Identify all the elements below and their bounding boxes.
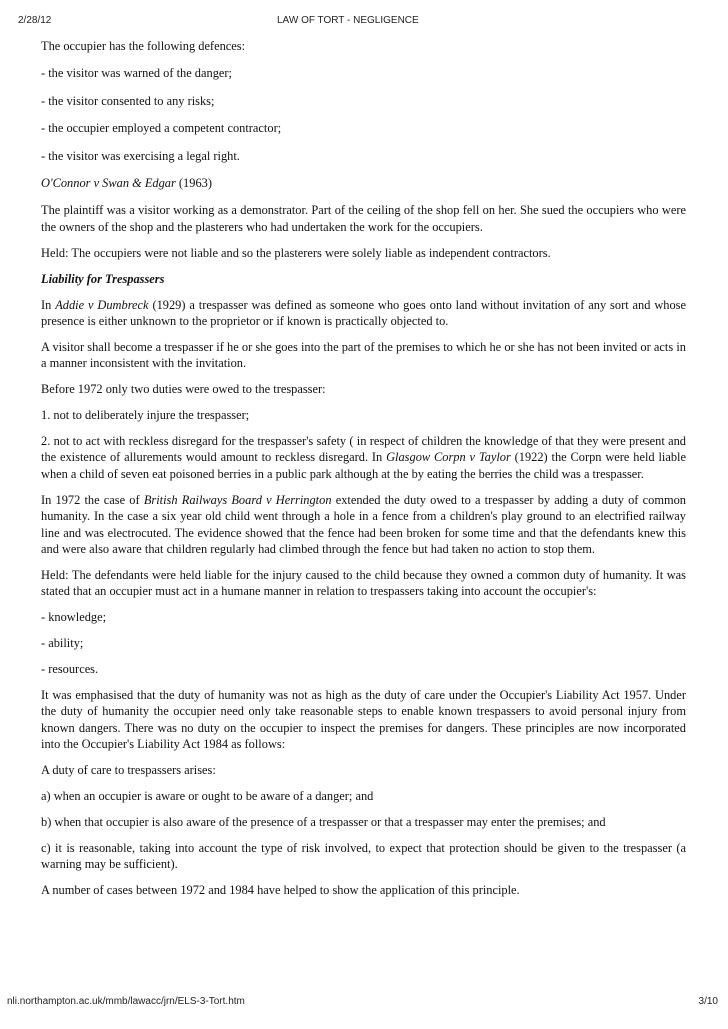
list-item: - resources. <box>41 661 99 676</box>
paragraph <box>41 297 686 330</box>
text-run: 2. not to act with reckless disregard for the trespasser's safety ( in respect of children the knowledge of that they were present and the existence of allurements would amount to reckless disregard. In <box>41 434 686 465</box>
text-run: (1922) the Corpn were held liable when a child of seven eat poisoned berries in a public park although at the by eating the berries the child was a trespasser. <box>41 450 686 481</box>
case-name: Glasgow Corpn v Taylor <box>386 450 511 465</box>
text-run: (1929) a trespasser was defined as someone who goes onto land without invitation of any sort and whose presence is either unknown to the proprietor or if known is practically objected to. <box>41 297 686 328</box>
section-heading-text: Liability for Trespassers <box>41 271 165 286</box>
list-item <box>41 433 686 482</box>
defence-item: - the occupier employed a competent contractor; <box>41 121 282 136</box>
list-item: - knowledge; <box>41 610 107 625</box>
paragraph <box>41 492 686 558</box>
paragraph: Held: The defendants were held liable for the injury caused to the child because they owned a common duty of humanity. It was stated that an occupier must act in a humane manner in relation to trespassers taking into account the occupier's: <box>41 567 686 599</box>
defence-item: - the visitor consented to any risks; <box>41 93 215 108</box>
paragraph: A duty of care to trespassers arises: <box>41 763 216 777</box>
print-date: 2/28/12 <box>18 15 52 26</box>
text-run: extended the duty owed to a trespasser by adding a duty of common humanity. In the case a six year old child went through a hole in a fence from a children's play ground to an electrified railway line and was electrocuted. The evidence showed that the fence had been broken for some time and that the defendants knew this and were also aware that children regularly had climbed through the fence but had taken no action to stop them. <box>41 492 686 556</box>
case-year: (1963) <box>175 176 212 191</box>
paragraph: A visitor shall become a trespasser if he or she goes into the part of the premises to which he or she has not been invited or acts in a manner inconsistent with the invitation. <box>41 339 686 371</box>
paragraph: The occupier has the following defences: <box>41 39 246 53</box>
page-header <box>18 15 710 29</box>
paragraph: Before 1972 only two duties were owed to the trespasser: <box>41 382 326 397</box>
list-item: c) it is reasonable, taking into account the type of risk involved, to expect that protection should be given to the trespasser (a warning may be sufficient). <box>41 840 686 872</box>
text-run: In 1972 the case of <box>41 492 144 507</box>
case-citation <box>41 175 686 191</box>
paragraph: It was emphasised that the duty of humanity was not as high as the duty of care under the Occupier's Liability Act 1957. Under the duty of humanity the occupier need only take reasonable steps to enable known trespassers to avoid personal injury from known dangers. There was no duty on the occupier to inspect the premises for dangers. These principles are now incorporated into the Occupier's Liability Act 1984 as follows: <box>41 687 686 752</box>
text-run: In <box>41 297 56 312</box>
case-name: Addie v Dumbreck <box>55 297 149 312</box>
source-url: nli.northampton.ac.uk/mmb/lawacc/jrn/ELS-3-Tort.htm <box>7 996 245 1007</box>
page-footer <box>7 996 718 1010</box>
page-number: 3/10 <box>698 996 718 1007</box>
defence-item: - the visitor was warned of the danger; <box>41 66 232 81</box>
defence-item: - the visitor was exercising a legal right. <box>41 148 240 163</box>
list-item: 1. not to deliberately injure the trespasser; <box>41 408 250 423</box>
paragraph: A number of cases between 1972 and 1984 have helped to show the application of this principle. <box>41 883 520 898</box>
section-heading <box>41 271 686 287</box>
case-name: O'Connor v Swan & Edgar <box>41 176 176 191</box>
case-name: British Railways Board v Herrington <box>143 492 332 507</box>
list-item: a) when an occupier is aware or ought to be aware of a danger; and <box>41 788 374 803</box>
paragraph: Held: The occupiers were not liable and so the plasterers were solely liable as independent contractors. <box>41 245 551 260</box>
list-item: - ability; <box>41 636 84 651</box>
page-title: LAW OF TORT - NEGLIGENCE <box>277 15 419 26</box>
document-body <box>41 38 686 908</box>
list-item: b) when that occupier is also aware of the presence of a trespasser or that a trespasser may enter the premises; and <box>41 814 606 829</box>
paragraph: The plaintiff was a visitor working as a demonstrator. Part of the ceiling of the shop fell on her. She sued the occupiers who were the owners of the shop and the plasterers who had undertaken the work for the occupiers. <box>41 203 686 234</box>
